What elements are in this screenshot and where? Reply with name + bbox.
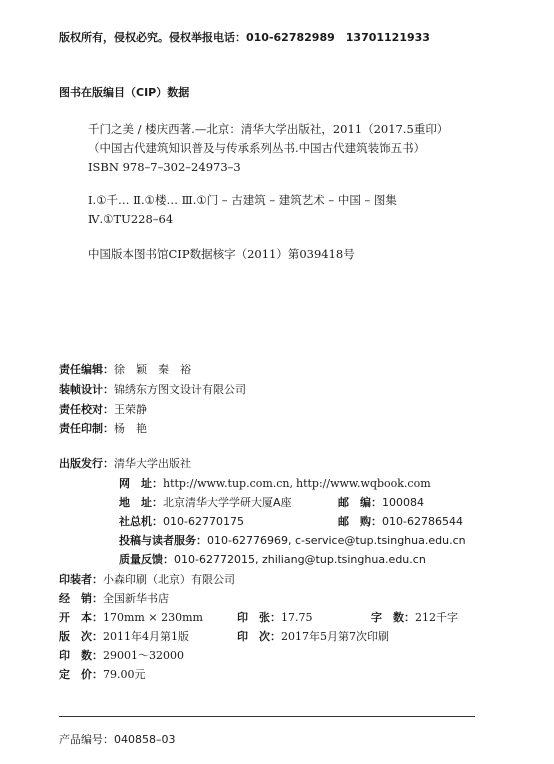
product-code: 产品编号：040858–03: [59, 733, 176, 746]
postcode-row: [338, 497, 424, 508]
quality-feedback-row: [119, 554, 426, 565]
credit-value: 徐 颖 秦 裕: [114, 363, 191, 376]
edition-value: 2011年4月第1版: [103, 630, 189, 643]
credit-row: [59, 364, 191, 375]
mailorder-row: [338, 516, 463, 527]
credit-value: 王荣静: [114, 403, 147, 416]
publisher-name: 清华大学出版社: [114, 457, 191, 470]
format-row: [59, 612, 203, 624]
sheets-value: 17.75: [281, 611, 313, 624]
credit-row: [59, 423, 147, 434]
website-label: 网 址：: [119, 477, 163, 490]
format-value: 170mm × 230mm: [103, 611, 203, 624]
reader-service-label: 投稿与读者服务：: [119, 534, 207, 547]
address-row: [119, 497, 292, 508]
website-link: http://www.wqbook.com: [296, 477, 431, 490]
impression-value: 2017年5月第7次印刷: [281, 630, 389, 643]
sheets-label: 印 张：: [237, 611, 281, 624]
distributor-label: 经 销：: [59, 592, 103, 605]
credit-value: 杨 艳: [114, 422, 147, 435]
printer-row: [59, 574, 235, 585]
cip-line: （中国古代建筑知识普及与传承系列丛书.中国古代建筑装饰五书）: [88, 141, 426, 155]
price-row: [59, 669, 146, 681]
publisher-row: [59, 458, 191, 469]
website-link: http://www.tup.com.cn,: [163, 477, 294, 490]
divider-rule: [59, 716, 475, 717]
credit-label: 装帧设计：: [59, 383, 114, 396]
edition-row: [59, 631, 189, 643]
print-run-value: 29001～32000: [103, 649, 184, 662]
mailorder-value: 010-62786544: [382, 515, 463, 528]
quality-feedback-label: 质量反馈：: [119, 553, 174, 566]
sheets-row: [237, 612, 313, 624]
credit-value: 锦绣东方图文设计有限公司: [114, 383, 246, 396]
price-label: 定 价：: [59, 668, 103, 681]
switchboard-row: [119, 516, 244, 527]
reader-service-value: 010-62776969, c-service@tup.tsinghua.edu.cn: [207, 534, 466, 547]
edition-label: 版 次：: [59, 630, 103, 643]
words-label: 字 数：: [371, 611, 415, 624]
price-value: 79.00元: [103, 668, 146, 681]
postcode-label: 邮 编：: [338, 496, 382, 509]
mailorder-label: 邮 购：: [338, 515, 382, 528]
cip-line: Ⅰ.①千… Ⅱ.①楼… Ⅲ.①门 – 古建筑 – 建筑艺术 – 中国 – 图集: [88, 193, 397, 207]
switchboard-label: 社总机：: [119, 515, 163, 528]
words-row: [371, 612, 458, 624]
cip-line: 千门之美 / 楼庆西著.—北京：清华大学出版社，2011（2017.5重印）: [88, 122, 449, 136]
format-label: 开 本：: [59, 611, 103, 624]
credit-row: [59, 404, 147, 415]
impression-row: [237, 631, 389, 643]
credit-label: 责任印制：: [59, 422, 114, 435]
website-row: [119, 478, 293, 490]
printer-label: 印装者：: [59, 573, 103, 586]
cip-record-number: 中国版本图书馆CIP数据核字（2011）第039418号: [88, 247, 355, 261]
credit-label: 责任校对：: [59, 403, 114, 416]
switchboard-value: 010-62770175: [163, 515, 244, 528]
print-run-row: [59, 650, 184, 662]
reader-service-row: [119, 535, 466, 546]
credit-label: 责任编辑：: [59, 363, 114, 376]
address-value: 北京清华大学学研大厦A座: [163, 496, 292, 509]
words-value: 212千字: [415, 611, 458, 624]
distributor-value: 全国新华书店: [103, 592, 169, 605]
cip-line: ISBN 978–7–302–24973–3: [88, 160, 241, 174]
cip-heading: 图书在版编目（CIP）数据: [59, 86, 190, 99]
cip-line: Ⅳ.①TU228–64: [88, 212, 174, 226]
credit-row: [59, 384, 246, 395]
printer-value: 小森印刷（北京）有限公司: [103, 573, 235, 586]
impression-label: 印 次：: [237, 630, 281, 643]
publisher-label: 出版发行：: [59, 457, 114, 470]
print-run-label: 印 数：: [59, 649, 103, 662]
quality-feedback-value: 010-62772015, zhiliang@tup.tsinghua.edu.cn: [174, 553, 426, 566]
postcode-value: 100084: [382, 496, 424, 509]
distributor-row: [59, 593, 169, 604]
copyright-notice: 版权所有，侵权必究。侵权举报电话：010-62782989 13701121933: [59, 31, 430, 44]
address-label: 地 址：: [119, 496, 163, 509]
